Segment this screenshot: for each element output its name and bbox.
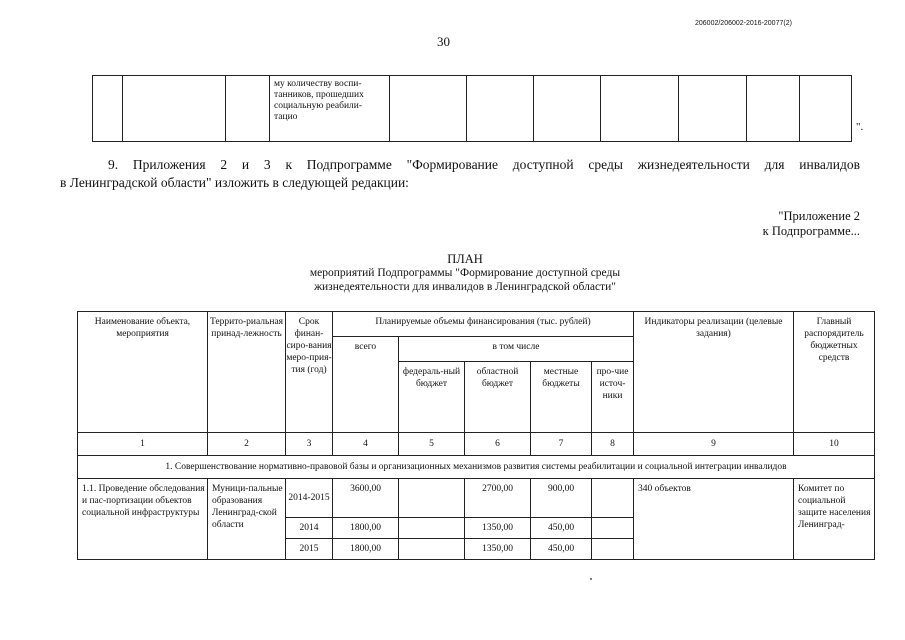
item-total: 1800,00 [333,518,399,539]
document-id: 206002/206002-2016-20077(2) [695,20,792,27]
header-planned: Планируемые объемы финансирования (тыс. рублей) [333,312,634,337]
appendix-reference [700,209,860,239]
column-number: 9 [634,433,794,456]
item-other [592,518,634,539]
item-regional: 2700,00 [465,479,531,518]
column-number: 6 [465,433,531,456]
plan-subtitle: жизнедеятельности для инвалидов в Ленинградской области" [314,281,616,293]
header-other: про-чие источ-ники [592,362,634,433]
previous-table-fragment [92,75,852,142]
header-name: Наименование объекта, мероприятия [78,312,208,433]
column-number: 7 [531,433,592,456]
section-row [78,456,875,479]
header-regional: областной бюджет [465,362,531,433]
item-local: 450,00 [531,518,592,539]
section-title: 1. Совершенствование нормативно-правовой базы и организационных механизмов развития системы реабилитации и социальной интеграции инвалидов [78,456,875,479]
header-local: местные бюджеты [531,362,592,433]
item-regional: 1350,00 [465,518,531,539]
appendix-line: к Подпрограмме... [762,224,860,238]
item-other [592,479,634,518]
item-indicator: 340 объектов [634,479,794,560]
header-including: в том числе [399,337,634,362]
table-cell [390,76,467,142]
item-total: 3600,00 [333,479,399,518]
item-manager: Комитет по социальной защите населения Ленинград- [794,479,875,560]
plan-table [77,311,875,560]
cell-line: му количеству воспи- [274,79,362,89]
item-other [592,539,634,560]
plan-title: ПЛАН [447,252,483,266]
header-manager: Главный распорядитель бюджетных средств [794,312,875,433]
paragraph-line: 9. Приложения 2 и 3 к Подпрограмме "Формирование доступной среды жизнедеятельности для инвалидов [108,157,860,172]
item-total: 1800,00 [333,539,399,560]
item-term: 2014-2015 [286,479,333,518]
appendix-line: "Приложение 2 [778,209,860,223]
header-term: Срок финан-сиро-вания меро-прия-тия (год) [286,312,333,433]
column-number: 8 [592,433,634,456]
item-term: 2015 [286,539,333,560]
table-cell [601,76,679,142]
closing-quote: ". [856,121,864,133]
table-row [78,479,875,518]
item-local: 450,00 [531,539,592,560]
cell-line: социальную реабили- [274,100,363,111]
item-term: 2014 [286,518,333,539]
table-header-row [78,312,875,337]
cell-line: тацио [274,111,298,122]
header-total: всего [333,337,399,433]
table-cell [534,76,601,142]
item-territory: Муници-пальные образования Ленинград-ской области [208,479,286,560]
column-number: 4 [333,433,399,456]
item-regional: 1350,00 [465,539,531,560]
table-cell [467,76,534,142]
scan-speck [590,578,592,580]
column-number: 10 [794,433,875,456]
table-cell [800,76,852,142]
table-cell [123,76,226,142]
table-cell-text [270,76,390,142]
column-number: 1 [78,433,208,456]
header-territory: Террито-риальная принад-лежность [208,312,286,433]
column-number: 3 [286,433,333,456]
table-row [93,76,852,142]
paragraph-line: в Ленинградской области" изложить в следующей редакции: [60,175,409,190]
header-indicators: Индикаторы реализации (целевые задания) [634,312,794,433]
column-number: 2 [208,433,286,456]
item-federal [399,539,465,560]
column-number: 5 [399,433,465,456]
column-number-row [78,433,875,456]
table-cell [679,76,747,142]
table-cell [747,76,800,142]
page-number: 30 [437,34,450,49]
item-federal [399,479,465,518]
amendment-paragraph [60,156,860,192]
header-federal: федераль-ный бюджет [399,362,465,433]
item-local: 900,00 [531,479,592,518]
plan-subtitle: мероприятий Подпрограммы "Формирование доступной среды [309,267,621,279]
item-federal [399,518,465,539]
cell-line: танников, прошедших [274,89,364,100]
table-cell [226,76,270,142]
item-name: 1.1. Проведение обследования и пас-портизации объектов социальной инфраструктуры [78,479,208,560]
plan-heading [150,252,780,294]
table-cell [93,76,123,142]
